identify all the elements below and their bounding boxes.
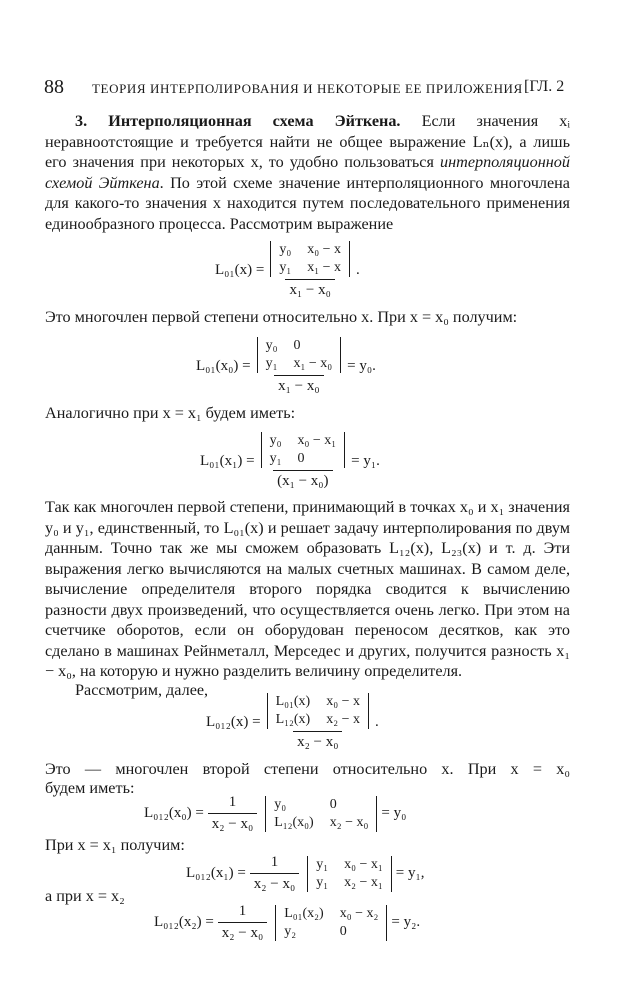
fraction <box>208 794 257 833</box>
formula-tail: = y₁, <box>395 865 425 881</box>
formula-1 <box>215 241 360 299</box>
determinant <box>265 796 377 832</box>
determinant <box>257 337 342 373</box>
matrix-cell: y₂ <box>284 923 297 939</box>
fraction <box>265 693 371 751</box>
section-heading: 3. Интерполяционная схема Эйткена. <box>75 112 401 130</box>
paragraph-text: Если значения xᵢ неравноотстоящие и требуется найти не общее выражение Lₙ(x), а лишь его значения при некоторых x, то удобно пользоваться <box>45 112 570 171</box>
determinant <box>261 432 346 468</box>
paragraph-text: . По этой схеме значение интерполяционного многочлена для какого-то значения x находится путем последовательного применения единообразного процесса. Рассмотрим выражение <box>45 173 570 233</box>
paragraph-uniqueness: Так как многочлен первой степени, принимающий в точках x₀ и x₁ значения y₀ и y₁, единственный, то L₀₁(x) и решает задачу интерполирования по двум данным. Точно так же мы сможем образовать L₁₂(x), L₂₃(x) и т. д. Эти выражения легко вычисляются на малых счетных машинах. В самом деле, вычисление определителя второго порядка сводится к вычислению разности двух произведений, что осуществляется очень легко. При этом на счетчике оборотов, если он оборудован переносом десятков, как это сделано в машинах Рейнметалл, Мерседес и других, получится разность x₁ − x₀, на которую и нужно разделить величину определителя. <box>45 498 570 680</box>
formula-tail: = y₂. <box>391 914 421 930</box>
paragraph-second-degree-cont: будем иметь: <box>45 779 135 797</box>
matrix-cell: 0 <box>329 796 337 812</box>
matrix-cell: y₀ <box>279 242 292 257</box>
matrix-cell: 0 <box>293 338 301 353</box>
formula-5 <box>144 794 406 833</box>
formula-4 <box>206 693 379 751</box>
denominator: x₁ − x₀ <box>274 375 323 395</box>
determinant <box>267 693 369 729</box>
denominator: x₁ − x₀ <box>285 279 334 299</box>
formula-tail: = y₀ <box>381 805 407 821</box>
formula-lhs: L₀₁₂(x₁) = <box>186 865 246 881</box>
matrix-cell: y₀ <box>274 796 287 812</box>
denominator: x₂ − x₀ <box>218 922 267 942</box>
paragraph-first-degree: Это многочлен первой степени относительно x. При x = x₀ получим: <box>45 308 518 326</box>
numerator: 1 <box>228 794 237 810</box>
matrix-cell: L₀₁(x₂) <box>284 905 324 921</box>
matrix-cell: x₀ − x <box>307 242 341 257</box>
formula-tail: . <box>374 713 379 730</box>
matrix-cell: y₁ <box>265 356 278 371</box>
matrix-cell: 0 <box>297 451 305 466</box>
formula-lhs: L₀₁(x₀) = <box>196 357 251 374</box>
matrix-cell: 0 <box>339 923 347 939</box>
matrix-cell: x₀ − x₁ <box>297 433 337 448</box>
formula-tail: . <box>356 261 360 278</box>
formula-tail: = y₁. <box>351 452 380 469</box>
denominator: x₂ − x₀ <box>208 813 257 833</box>
paragraph-consider: Рассмотрим, далее, <box>75 681 209 699</box>
matrix-cell: L₀₁(x) <box>275 694 311 709</box>
matrix-cell: x₁ − x₀ <box>293 356 333 371</box>
matrix-cell: L₁₂(x₀) <box>274 814 314 830</box>
paragraph-aitken-intro <box>45 111 570 234</box>
matrix-cell: x₀ − x₁ <box>344 856 383 872</box>
determinant <box>275 905 387 941</box>
paragraph-at-x2: а при x = x₂ <box>45 887 125 905</box>
formula-2 <box>196 337 376 395</box>
chapter-ref: [ГЛ. 2 <box>524 78 565 95</box>
paragraph-second-degree: Это — многочлен второй степени относительно x. При x = x₀ <box>45 760 570 778</box>
matrix-cell: y₁ <box>316 856 329 872</box>
determinant <box>270 241 350 277</box>
numerator: 1 <box>238 903 247 919</box>
matrix-cell: y₁ <box>269 451 282 466</box>
fraction <box>218 903 267 942</box>
formula-lhs: L₀₁(x) = <box>215 261 265 278</box>
emphasis-text: интерполяционной схемой Эйткена <box>45 153 570 192</box>
matrix-cell: x₀ − x₂ <box>339 905 379 921</box>
fraction <box>250 854 299 893</box>
matrix-cell: x₀ − x <box>326 694 360 709</box>
running-title: ТЕОРИЯ ИНТЕРПОЛИРОВАНИЯ И НЕКОТОРЫЕ ЕЕ ПРИЛОЖЕНИЯ <box>92 81 523 96</box>
matrix-cell: L₁₂(x) <box>275 712 311 727</box>
numerator: 1 <box>270 854 279 870</box>
formula-7 <box>154 903 420 942</box>
determinant <box>307 856 392 892</box>
denominator: x₂ − x₀ <box>293 731 342 751</box>
formula-3 <box>200 432 380 490</box>
fraction <box>259 432 348 490</box>
fraction <box>268 241 352 299</box>
matrix-cell: y₀ <box>265 338 278 353</box>
matrix-cell: y₁ <box>279 260 292 275</box>
paragraph-analogously: Аналогично при x = x₁ будем иметь: <box>45 404 296 422</box>
page-number: 88 <box>44 76 64 98</box>
formula-6 <box>186 854 424 893</box>
matrix-cell: x₂ − x₀ <box>329 814 369 830</box>
formula-lhs: L₀₁₂(x₀) = <box>144 805 204 821</box>
formula-tail: = y₀. <box>347 357 376 374</box>
formula-lhs: L₀₁(x₁) = <box>200 452 255 469</box>
matrix-cell: x₁ − x <box>307 260 341 275</box>
denominator: x₂ − x₀ <box>250 873 299 893</box>
formula-lhs: L₀₁₂(x₂) = <box>154 914 214 930</box>
matrix-cell: x₂ − x <box>326 712 360 727</box>
denominator: (x₁ − x₀) <box>273 470 332 490</box>
paragraph-at-x1: При x = x₁ получим: <box>45 836 185 854</box>
formula-lhs: L₀₁₂(x) = <box>206 713 261 730</box>
fraction <box>255 337 344 395</box>
matrix-cell: y₀ <box>269 433 282 448</box>
matrix-cell: x₂ − x₁ <box>344 874 383 890</box>
matrix-cell: y₁ <box>316 874 329 890</box>
